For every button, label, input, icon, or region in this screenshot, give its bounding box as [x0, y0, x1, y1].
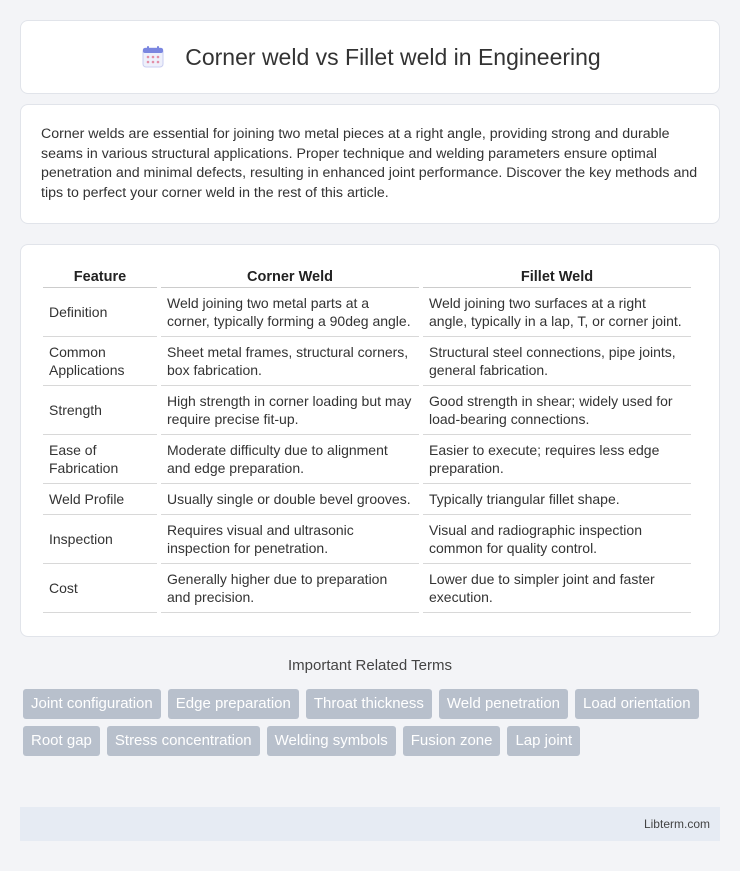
- term-tag[interactable]: Welding symbols: [267, 726, 396, 756]
- comparison-table-card: [20, 244, 720, 637]
- table-cell-feature: Strength: [43, 386, 157, 435]
- table-cell-corner-weld: Usually single or double bevel grooves.: [161, 484, 419, 515]
- column-header-feature: Feature: [43, 263, 157, 288]
- term-tag[interactable]: Lap joint: [507, 726, 580, 756]
- table-cell-feature: Cost: [43, 564, 157, 613]
- calendar-icon: [139, 43, 167, 71]
- term-tag[interactable]: Fusion zone: [403, 726, 501, 756]
- table-cell-feature: Definition: [43, 288, 157, 337]
- table-cell-fillet-weld: Visual and radiographic inspection common for quality control.: [423, 515, 691, 564]
- table-cell-feature: Common Applications: [43, 337, 157, 386]
- table-cell-feature: Inspection: [43, 515, 157, 564]
- table-row: [43, 337, 691, 386]
- related-terms-list: [23, 689, 703, 756]
- term-tag[interactable]: Throat thickness: [306, 689, 432, 719]
- related-terms-title: Important Related Terms: [288, 657, 452, 674]
- footer-site-link[interactable]: Libterm.com: [643, 817, 710, 831]
- table-cell-fillet-weld: Lower due to simpler joint and faster execution.: [423, 564, 691, 613]
- table-cell-fillet-weld: Easier to execute; requires less edge preparation.: [423, 435, 691, 484]
- table-cell-feature: Weld Profile: [43, 484, 157, 515]
- table-cell-fillet-weld: Good strength in shear; widely used for load-bearing connections.: [423, 386, 691, 435]
- term-tag[interactable]: Stress concentration: [107, 726, 260, 756]
- column-header-corner-weld: Corner Weld: [161, 263, 419, 288]
- table-cell-corner-weld: Generally higher due to preparation and precision.: [161, 564, 419, 613]
- table-row: [43, 435, 691, 484]
- term-tag[interactable]: Root gap: [23, 726, 100, 756]
- term-tag[interactable]: Load orientation: [575, 689, 699, 719]
- table-cell-corner-weld: Requires visual and ultrasonic inspection for penetration.: [161, 515, 419, 564]
- table-header-row: [43, 263, 691, 288]
- intro-text: Corner welds are essential for joining two metal pieces at a right angle, providing strong and durable seams in various structural applications. Proper technique and welding parameters ensure optimal penetration and minimal defects, resulting in enhanced joint performance. Discover the key methods and tips to perfect your corner weld in the rest of this article.: [41, 126, 698, 201]
- table-cell-fillet-weld: Weld joining two surfaces at a right angle, typically in a lap, T, or corner joint.: [423, 288, 691, 337]
- intro-card: [20, 104, 720, 224]
- table-cell-corner-weld: Sheet metal frames, structural corners, box fabrication.: [161, 337, 419, 386]
- title-card: [20, 20, 720, 94]
- table-row: [43, 515, 691, 564]
- comparison-table: [39, 263, 695, 613]
- table-cell-fillet-weld: Typically triangular fillet shape.: [423, 484, 691, 515]
- table-row: [43, 386, 691, 435]
- table-row: [43, 288, 691, 337]
- table-cell-corner-weld: Weld joining two metal parts at a corner, typically forming a 90deg angle.: [161, 288, 419, 337]
- term-tag[interactable]: Weld penetration: [439, 689, 568, 719]
- table-cell-fillet-weld: Structural steel connections, pipe joints, general fabrication.: [423, 337, 691, 386]
- term-tag[interactable]: Edge preparation: [168, 689, 299, 719]
- page-title: Corner weld vs Fillet weld in Engineering: [185, 43, 601, 70]
- term-tag[interactable]: Joint configuration: [23, 689, 161, 719]
- table-row: [43, 484, 691, 515]
- column-header-fillet-weld: Fillet Weld: [423, 263, 691, 288]
- table-cell-feature: Ease of Fabrication: [43, 435, 157, 484]
- table-cell-corner-weld: High strength in corner loading but may require precise fit-up.: [161, 386, 419, 435]
- table-row: [43, 564, 691, 613]
- footer: [20, 807, 720, 841]
- table-cell-corner-weld: Moderate difficulty due to alignment and edge preparation.: [161, 435, 419, 484]
